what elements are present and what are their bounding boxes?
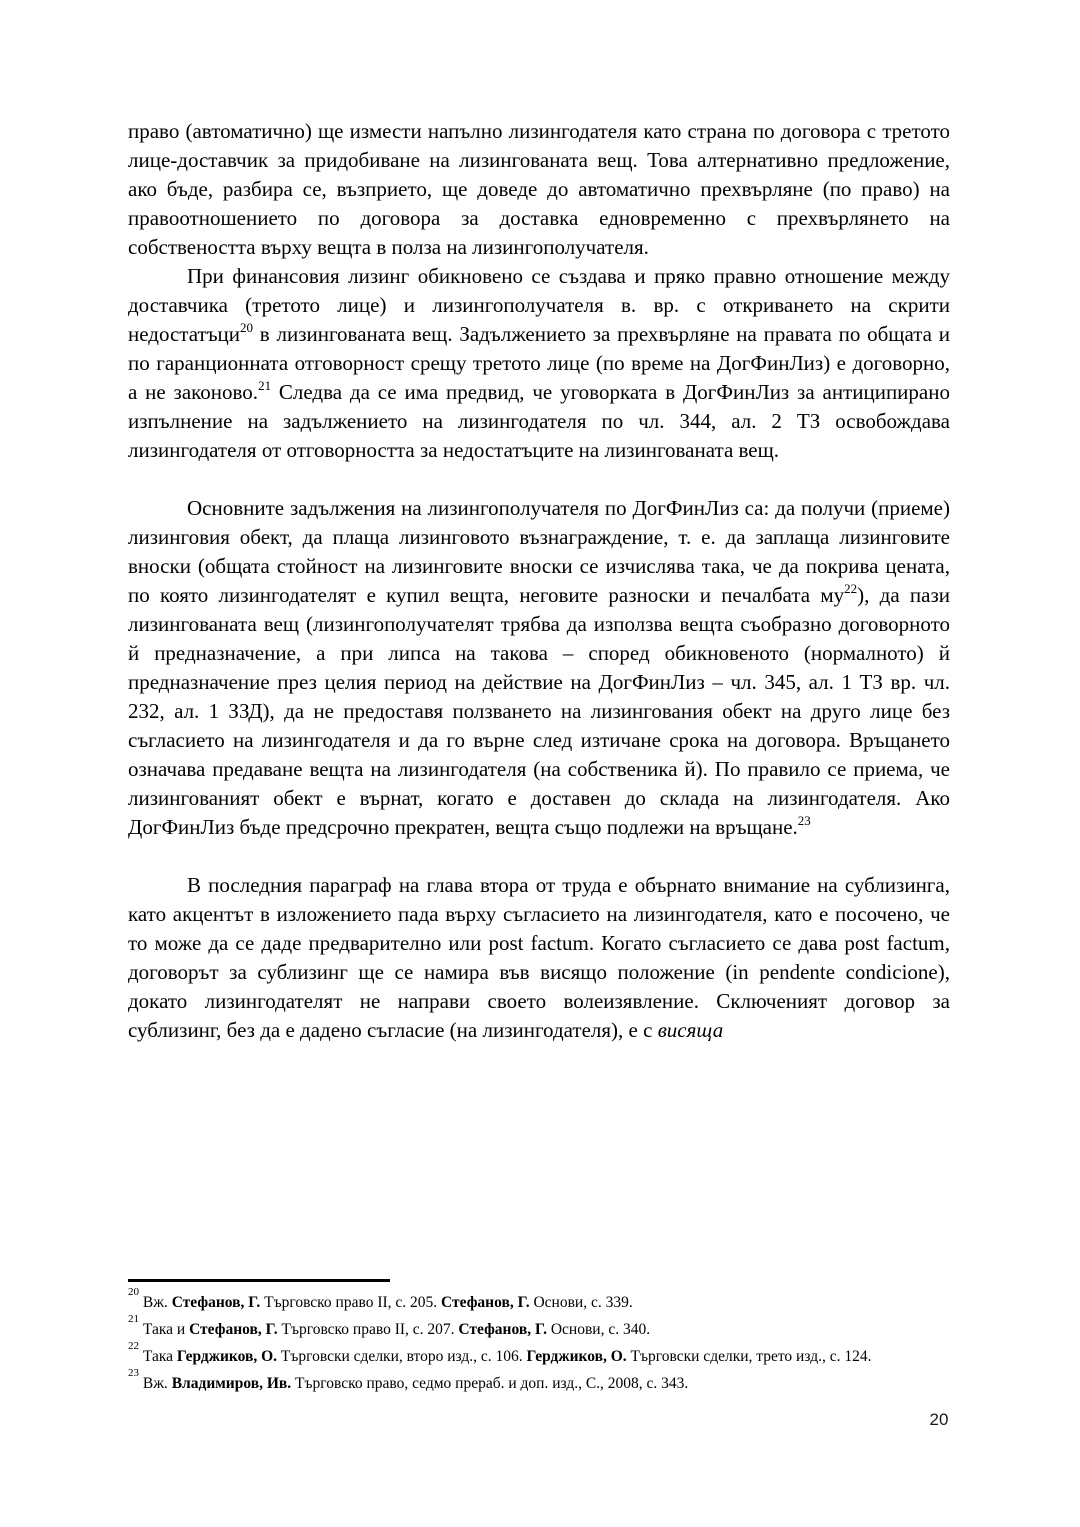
- page-number: 20: [929, 1410, 949, 1429]
- footnote-number: 22: [128, 1339, 139, 1352]
- text-run: Вж.: [142, 1375, 172, 1392]
- footnotes-section: [128, 1279, 950, 1397]
- text-run: Стефанов, Г.: [171, 1294, 261, 1311]
- text-run: Основи, с. 339.: [529, 1294, 633, 1311]
- text-run: Стефанов, Г.: [189, 1321, 278, 1338]
- text-run: Търговско право, седмо прераб. и доп. изд., С., 2008, с. 343.: [291, 1375, 689, 1392]
- text-run: Търговско право II, с. 205.: [260, 1294, 442, 1311]
- text-run: При финансовия лизинг обикновено се създава и пряко правно отношение между доставчика (третото лице) и лизингополучателя в. вр. с откриването на скрити недостатъци: [128, 264, 950, 346]
- text-run: Основните задължения на лизингополучателя по ДогФинЛиз са: да получи (приеме) лизинговия обект, да плаща лизинговото възнаграждение, т. е. да заплаща лизинговите вноски (общата стойност на лизинговите вноски се изчислява така, че да покрива цената, по която лизингодателят е купил вещта, неговите разноски и печалбата му: [128, 496, 950, 607]
- text-run: Стефанов, Г.: [458, 1321, 547, 1338]
- text-run: Търговски сделки, трето изд., с. 124.: [626, 1348, 872, 1365]
- text-run: в лизингованата вещ. Задължението за прехвърляне на правата по общата и по гаранционната отговорност срещу третото лице (по време на ДогФинЛиз) е договорно, а не законово.: [128, 322, 950, 404]
- text-run: висяща: [657, 1018, 724, 1042]
- text-run: Следва да се има предвид, че уговорката в ДогФинЛиз за антиципирано изпълнение на задължението на лизингодателя по чл. 344, ал. 2 ТЗ освобождава лизингодателя от отговорността за недостатъците на лизингованата вещ.: [128, 380, 950, 462]
- paragraph: [128, 117, 950, 262]
- text-run: Търговски сделки, второ изд., с. 106.: [277, 1348, 527, 1365]
- text-run: Стефанов, Г.: [441, 1294, 530, 1311]
- text-run: Основи, с. 340.: [546, 1321, 651, 1338]
- text-run: Герджиков, О.: [176, 1348, 278, 1365]
- text-run: право (автоматично) ще измести напълно лизингодателя като страна по договора с третото лице-доставчик за придобиване на лизингованата вещ. Това алтернативно предложение, ако бъде, разбира се, възприето, ще доведе до автоматично прехвърляне (по право) на правоотношението по договора за доставка едновременно с прехвърлянето на собствеността върху вещта в полза на лизингополучателя.: [128, 119, 950, 259]
- text-run: Така и: [142, 1321, 190, 1338]
- text-run: Търговско право II, с. 207.: [277, 1321, 459, 1338]
- text-run: Така: [142, 1348, 177, 1365]
- paragraph: [128, 262, 950, 465]
- footnote: [128, 1312, 950, 1343]
- text-run: Владимиров, Ив.: [171, 1375, 292, 1392]
- footnote-number: 23: [128, 1366, 139, 1379]
- footnote-list: [128, 1285, 950, 1397]
- text-run: В последния параграф на глава втора от труда е обърнато внимание на сублизинга, като акцентът в изложението пада върху съгласието на лизингодателя, като е посочено, че то може да се даде предварително или post factum. Когато съгласието се дава post factum, договорът за сублизинг ще се намира във висящо положение (in pendente condicione), докато лизингодателят не направи своето волеизявление. Сключеният договор за сублизинг, без да е дадено съгласие (на лизингодателя), е с: [128, 873, 950, 1042]
- body-text: [128, 117, 950, 1045]
- text-run: Вж.: [142, 1294, 172, 1311]
- footnote-separator: [128, 1279, 390, 1282]
- footnote: [128, 1285, 950, 1316]
- text-run: Герджиков, О.: [526, 1348, 627, 1365]
- paragraph: [128, 871, 950, 1045]
- paragraph: [128, 494, 950, 842]
- footnote: [128, 1339, 950, 1370]
- text-run: ), да пази лизингованата вещ (лизингополучателят трябва да използва вещта съобразно договорното й предназначение, а при липса на такова – според обикновеното (нормалното) й предназначение през целия период на действие на ДогФинЛиз – чл. 345, ал. 1 ТЗ вр. чл. 232, ал. 1 ЗЗД), да не предоставя ползването на лизингования обект на друго лице без съгласието на лизингодателя и да го върне след изтичане срока на договора. Връщането означава предаване вещта на лизингодателя (на собственика й). По правило се приема, че лизингованият обект е върнат, когато е доставен до склада на лизингодателя. Ако ДогФинЛиз бъде предсрочно прекратен, вещта също подлежи на връщане.: [128, 583, 951, 839]
- footnote-number: 21: [128, 1312, 139, 1325]
- footnote-reference: 23: [797, 813, 811, 828]
- footnote-reference: 22: [844, 581, 858, 596]
- footnote-number: 20: [128, 1285, 139, 1298]
- footnote: [128, 1366, 950, 1397]
- footnote-reference: 20: [240, 320, 254, 335]
- footnote-reference: 21: [258, 378, 272, 393]
